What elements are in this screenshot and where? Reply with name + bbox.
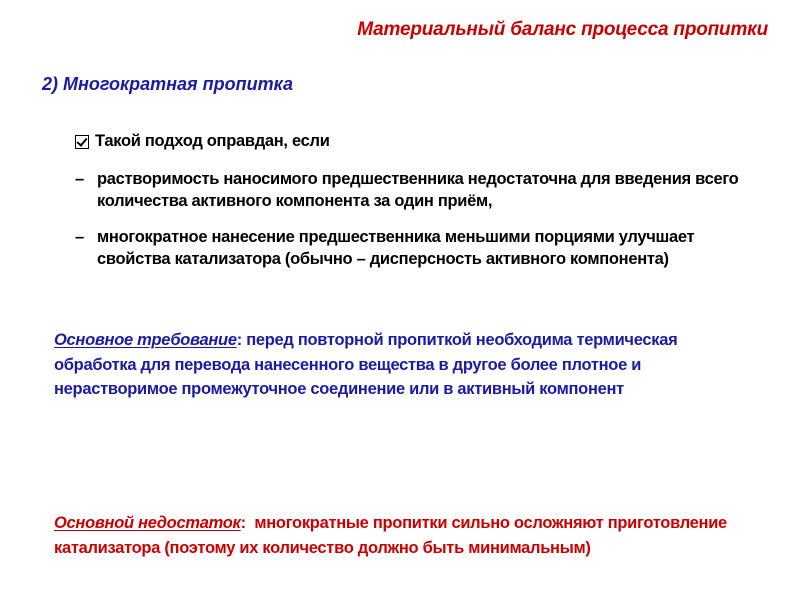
dash-bullet: – [75, 170, 84, 188]
requirement-text: перед повторной пропиткой необходима термическая обработка для перевода нанесенного вещества в другое более плотное и нерастворимое промежуточное соединение или в активный компонент [54, 331, 678, 398]
condition-item [75, 168, 765, 212]
condition-item [75, 226, 765, 270]
requirement-lead: Основное требование [54, 331, 237, 349]
conditions-block [75, 128, 765, 270]
condition-text: многократное нанесение предшественника меньшими порциями улучшает свойства катализатора (обычно – дисперсность активного компонента) [97, 228, 695, 268]
intro-text: Такой подход оправдан, если [95, 131, 330, 150]
drawback-lead: Основной недостаток [54, 514, 241, 532]
section-subtitle: 2) Многократная пропитка [42, 74, 293, 94]
checkbox-icon [75, 135, 89, 149]
requirement-paragraph [54, 328, 734, 402]
drawback-text: многократные пропитки сильно осложняют приготовление катализатора (поэтому их количество должно быть минимальным) [54, 514, 732, 557]
condition-text: растворимость наносимого предшественника недостаточна для введения всего количества активного компонента за один приём, [97, 170, 739, 210]
slide-title: Материальный баланс процесса пропитки [357, 19, 768, 40]
intro-line [75, 128, 765, 154]
requirement-colon: : [236, 331, 242, 349]
drawback-colon: : [240, 514, 246, 532]
dash-bullet: – [75, 228, 84, 246]
drawback-paragraph [54, 511, 784, 561]
